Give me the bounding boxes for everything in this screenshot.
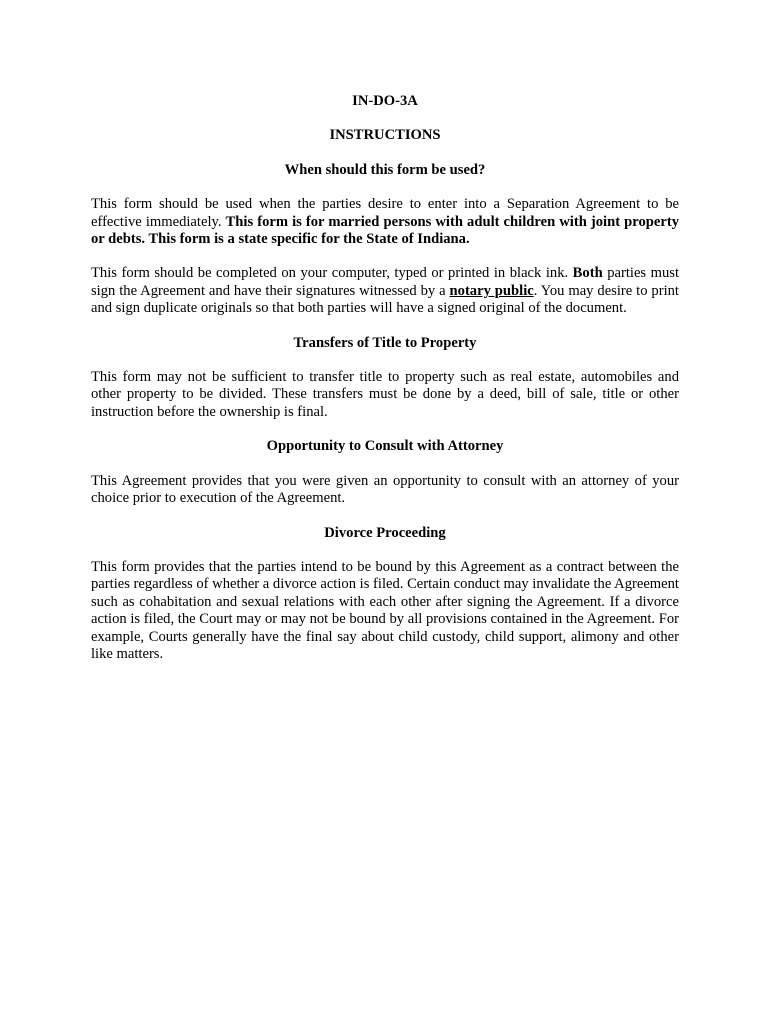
text-run: This form should be used when the parties desire to enter into a Separation Agreement to be effective immediately. <box>91 196 679 230</box>
text-run: . You may desire to print and sign duplicate originals so that both parties will have a signed original of the document. <box>91 282 679 317</box>
heading-transfers: Transfers of Title to Property <box>293 334 477 351</box>
document-title: INSTRUCTIONS <box>329 127 441 144</box>
bold-text-run: Both <box>572 265 603 282</box>
bold-text-run: This form is for married persons with adult children with joint property or debts. This form is a state specific for the State of Indiana. <box>91 213 680 248</box>
paragraph-attorney: This Agreement provides that you were given an opportunity to consult with an attorney of your choice prior to execution of the Agreement. <box>91 472 679 507</box>
text-run: This form should be completed on your computer, typed or printed in black ink. <box>91 265 573 282</box>
paragraph-when-2 <box>91 265 679 317</box>
document-content <box>91 93 679 680</box>
heading-when: When should this form be used? <box>284 161 486 178</box>
paragraph-transfers: This form may not be sufficient to transfer title to property such as real estate, automobiles and other property to be divided. These transfers must be done by a deed, bill of sale, title or other instruction before the ownership is final. <box>91 369 679 420</box>
paragraph-divorce: This form provides that the parties intend to be bound by this Agreement as a contract between the parties regardless of whether a divorce action is filed. Certain conduct may invalidate the Agreement such as cohabitation and sexual relations with each other after signing the Agreement. If a divorce action is filed, the Court may or may not be bound by all provisions contained in the Agreement. For example, Courts generally have the final say about child custody, child support, alimony and other like matters. <box>91 558 679 662</box>
notary-public-text: notary public <box>449 282 534 299</box>
paragraph-when-1 <box>91 196 679 248</box>
form-id: IN-DO-3A <box>352 93 418 109</box>
text-run: parties must sign the Agreement and have their signatures witnessed by a <box>91 265 679 299</box>
heading-divorce: Divorce Proceeding <box>324 524 446 541</box>
heading-attorney: Opportunity to Consult with Attorney <box>266 438 504 455</box>
